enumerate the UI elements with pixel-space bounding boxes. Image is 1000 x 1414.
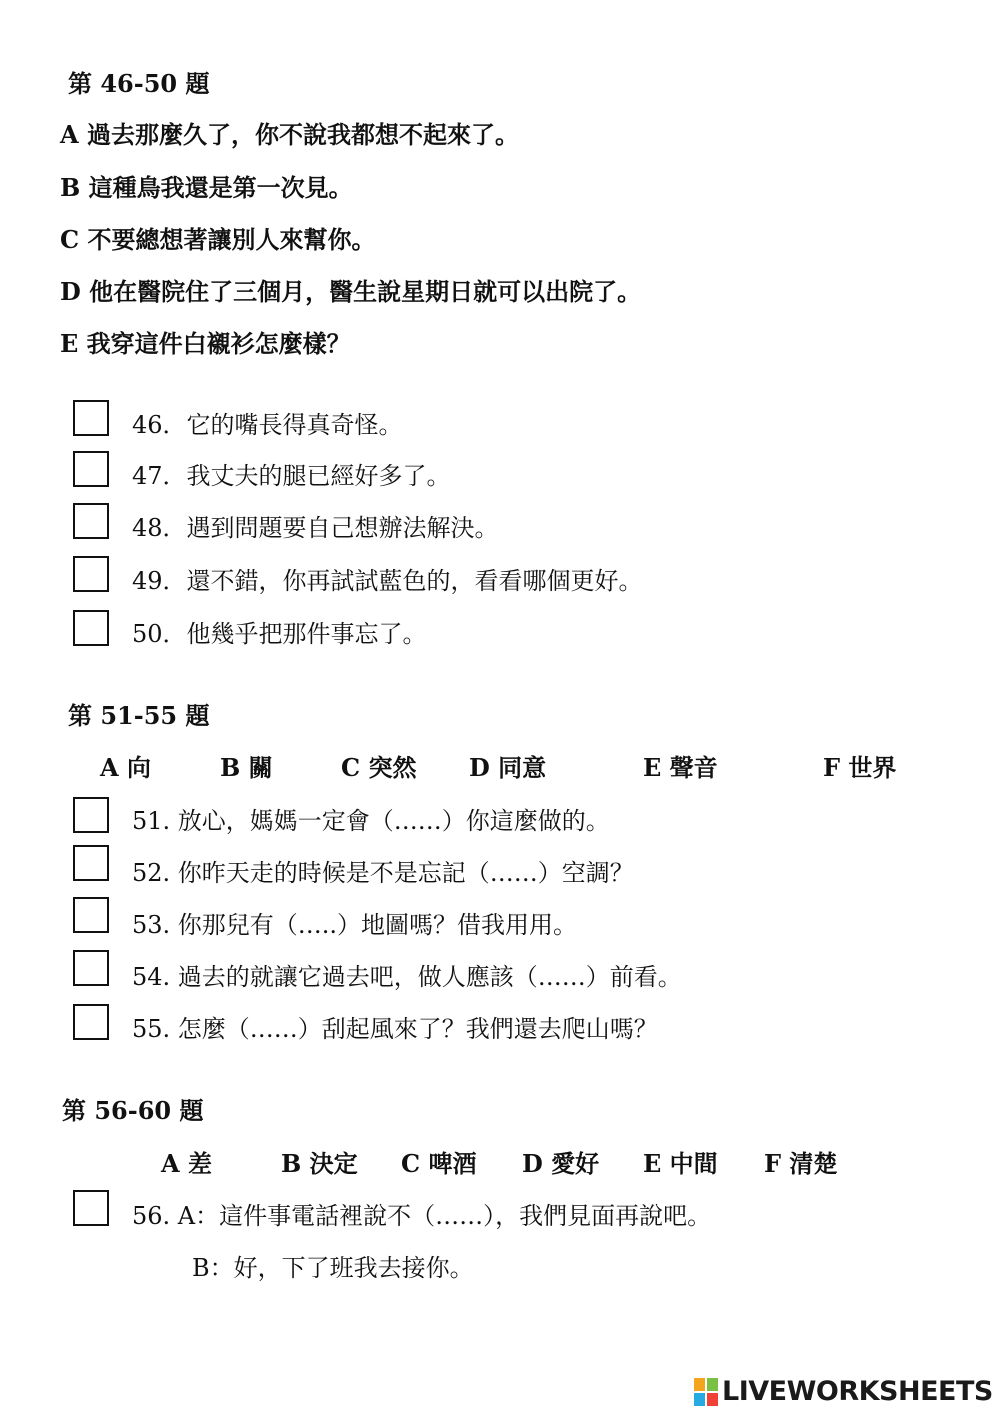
answer-box-50[interactable]: [73, 610, 109, 646]
section-heading-46-50: 第 46-50 題: [68, 69, 210, 98]
section-heading-56-60: 第 56-60 題: [62, 1096, 204, 1125]
answer-box-46[interactable]: [73, 400, 109, 436]
question-53: 53. 你那兒有（…..）地圖嗎？借我用用。: [132, 911, 578, 939]
logo-text: LIVEWORKSHEETS: [722, 1376, 993, 1407]
question-55: 55. 怎麼（……）刮起風來了？我們還去爬山嗎？: [132, 1015, 658, 1043]
question-49: 49．還不錯，你再試試藍色的，看看哪個更好。: [132, 567, 643, 595]
word-f: F 清楚: [764, 1149, 838, 1178]
section-heading-51-55: 第 51-55 題: [68, 701, 210, 730]
word-b: B 決定: [281, 1149, 358, 1178]
option-b: B 這種鳥我還是第一次見。: [60, 173, 353, 202]
liveworksheets-logo-icon: [694, 1378, 720, 1408]
answer-box-48[interactable]: [73, 503, 109, 539]
answer-box-55[interactable]: [73, 1004, 109, 1040]
answer-box-47[interactable]: [73, 451, 109, 487]
option-d: D 他在醫院住了三個月，醫生說星期日就可以出院了。: [60, 277, 642, 306]
question-50: 50．他幾乎把那件事忘了。: [132, 620, 427, 648]
word-e: E 中間: [643, 1149, 718, 1178]
option-a: A 過去那麼久了，你不說我都想不起來了。: [60, 120, 519, 149]
word-a: A 差: [161, 1149, 212, 1178]
question-48: 48．遇到問題要自己想辦法解決。: [132, 514, 499, 542]
word-c: C 突然: [341, 753, 417, 782]
option-c: C 不要總想著讓別人來幫你。: [60, 225, 376, 254]
logo-block-icon: [707, 1378, 718, 1391]
word-f: F 世界: [823, 753, 897, 782]
question-52: 52. 你昨天走的時候是不是忘記（……）空調？: [132, 859, 634, 887]
question-47: 47．我丈夫的腿已經好多了。: [132, 462, 451, 490]
question-51: 51. 放心，媽媽一定會（……）你這麼做的。: [132, 807, 610, 835]
question-46: 46．它的嘴長得真奇怪。: [132, 411, 403, 439]
answer-box-53[interactable]: [73, 897, 109, 933]
word-d: D 愛好: [522, 1149, 600, 1178]
word-d: D 同意: [469, 753, 547, 782]
word-c: C 啤酒: [401, 1149, 477, 1178]
answer-box-49[interactable]: [73, 556, 109, 592]
option-e: E 我穿這件白襯衫怎麼樣？: [60, 329, 351, 358]
answer-box-52[interactable]: [73, 845, 109, 881]
question-54: 54. 過去的就讓它過去吧，做人應該（……）前看。: [132, 963, 682, 991]
answer-box-54[interactable]: [73, 950, 109, 986]
answer-box-51[interactable]: [73, 797, 109, 833]
word-a: A 向: [100, 753, 151, 782]
question-56-line-b: B：好，下了班我去接你。: [192, 1254, 474, 1282]
word-e: E 聲音: [643, 753, 718, 782]
logo-block-icon: [707, 1393, 718, 1406]
question-56-line-a: 56. A：這件事電話裡說不（……），我們見面再說吧。: [132, 1202, 712, 1230]
answer-box-56[interactable]: [73, 1190, 109, 1226]
word-b: B 關: [220, 753, 273, 782]
logo-block-icon: [694, 1378, 705, 1391]
logo-block-icon: [694, 1393, 705, 1406]
